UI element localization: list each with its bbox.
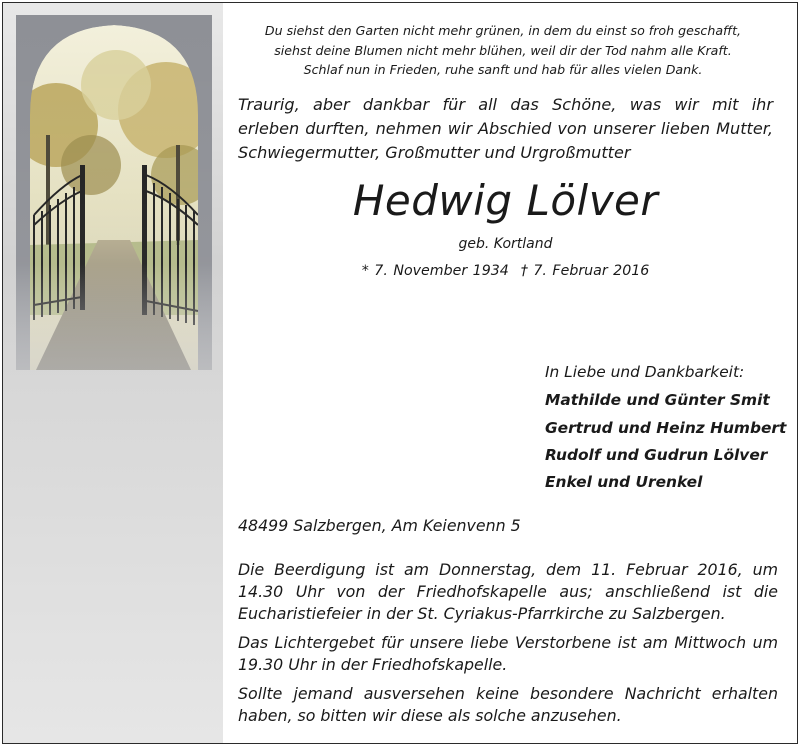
poem-line: Du siehst den Garten nicht mehr grünen, in dem du einst so froh geschafft,	[264, 23, 742, 38]
birth-name: geb. Kortland	[458, 236, 553, 252]
mourner-name: Rudolf und Gudrun Lölver	[545, 446, 768, 464]
garden-gate-illustration	[16, 15, 212, 370]
prayer-line: Das Lichtergebet für unsere liebe Verstorbene ist am Mittwoch um	[238, 633, 778, 652]
birth-date: * 7. November 1934	[361, 263, 509, 279]
prayer-info	[238, 632, 778, 676]
intro-text	[238, 93, 773, 165]
poem-line: siehst deine Blumen nicht mehr blühen, weil dir der Tod nahm alle Kraft.	[274, 42, 732, 58]
mourner-name: Enkel und Urenkel	[545, 473, 703, 491]
intro-line: erleben durften, nehmen wir Abschied von unserer lieben Mutter,	[238, 119, 773, 138]
intro-line: Schwiegermutter, Großmutter und Urgroßmutter	[238, 143, 631, 162]
mourner-name: Gertrud und Heinz Humbert	[545, 419, 787, 437]
funeral-line: 14.30 Uhr von der Friedhofskapelle aus; anschließend ist die	[238, 582, 778, 601]
side-panel	[3, 3, 223, 743]
address: 48499 Salzbergen, Am Keienvenn 5	[238, 516, 521, 535]
garden-gate-image	[16, 15, 212, 370]
funeral-line: Die Beerdigung ist am Donnerstag, dem 11. Februar 2016, um	[238, 560, 778, 579]
intro-line: Traurig, aber dankbar für all das Schöne, was wir mit ihr	[238, 95, 773, 114]
mourner-name: Mathilde und Günter Smit	[545, 391, 770, 409]
funeral-info	[238, 559, 778, 625]
notice-line: haben, so bitten wir diese als solche anzusehen.	[238, 706, 622, 725]
notice-info	[238, 683, 778, 727]
poem	[243, 21, 763, 80]
poem-line: Schlaf nun in Frieden, ruhe sanft und hab für alles vielen Dank.	[303, 62, 703, 77]
mourners-heading: In Liebe und Dankbarkeit:	[545, 363, 745, 381]
deceased-name: Hedwig Lölver	[352, 176, 659, 225]
obituary-card	[2, 2, 798, 744]
death-date: † 7. Februar 2016	[520, 263, 650, 279]
life-dates	[238, 261, 773, 281]
prayer-line: 19.30 Uhr in der Friedhofskapelle.	[238, 655, 508, 674]
notice-line: Sollte jemand ausversehen keine besondere Nachricht erhalten	[238, 684, 778, 703]
funeral-line: Eucharistiefeier in der St. Cyriakus-Pfarrkirche zu Salzbergen.	[238, 604, 726, 623]
